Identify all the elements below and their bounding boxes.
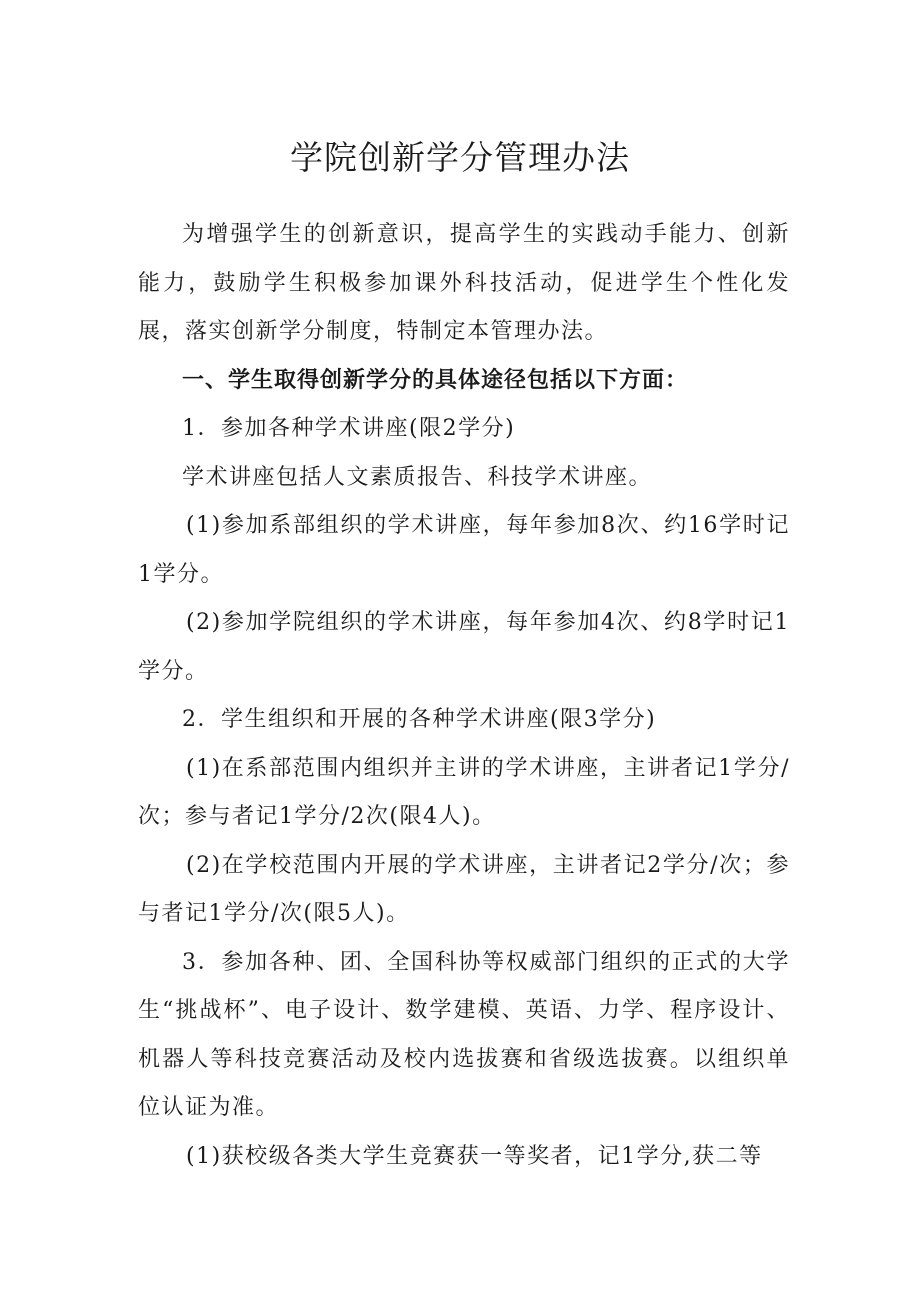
- item-1-description: 学术讲座包括人文素质报告、科技学术讲座。: [182, 464, 653, 490]
- item-1-sub-2: (2)参加学院组织的学术讲座，每年参加4次、约8学时记1学分。: [138, 610, 790, 684]
- item-1: 1．参加各种学术讲座(限2学分): [182, 416, 516, 441]
- item-2-sub-2: (2)在学校范围内开展的学术讲座，主讲者记2学分/次；参与者记1学分/次(限5人)。: [138, 852, 790, 926]
- item-3-sub-1: (1)获校级各类大学生竞赛获一等奖者，记1学分,获二等: [186, 1143, 763, 1169]
- document-title: 学院创新学分管理办法: [290, 138, 630, 177]
- item-3: 3．参加各种、团、全国科协等权威部门组织的正式的大学生“挑战杯”、电子设计、数学建模、英语、力学、程序设计、机器人等科技竞赛活动及校内选拔赛和省级选拔赛。以组织单位认证为准。: [138, 949, 790, 1120]
- intro-paragraph: 为增强学生的创新意识，提高学生的实践动手能力、创新能力，鼓励学生积极参加课外科技活动，促进学生个性化发展，落实创新学分制度，特制定本管理办法。: [138, 222, 790, 344]
- item-2: 2．学生组织和开展的各种学术讲座(限3学分): [182, 707, 657, 732]
- section-heading-1: 一、学生取得创新学分的具体途径包括以下方面：: [182, 367, 689, 393]
- item-2-sub-1: (1)在系部范围内组织并主讲的学术讲座，主讲者记1学分/次；参与者记1学分/2次(限4人)。: [138, 755, 790, 829]
- document-body: [138, 211, 790, 1181]
- item-1-sub-1: (1)参加系部组织的学术讲座，每年参加8次、约16学时记1学分。: [138, 513, 790, 587]
